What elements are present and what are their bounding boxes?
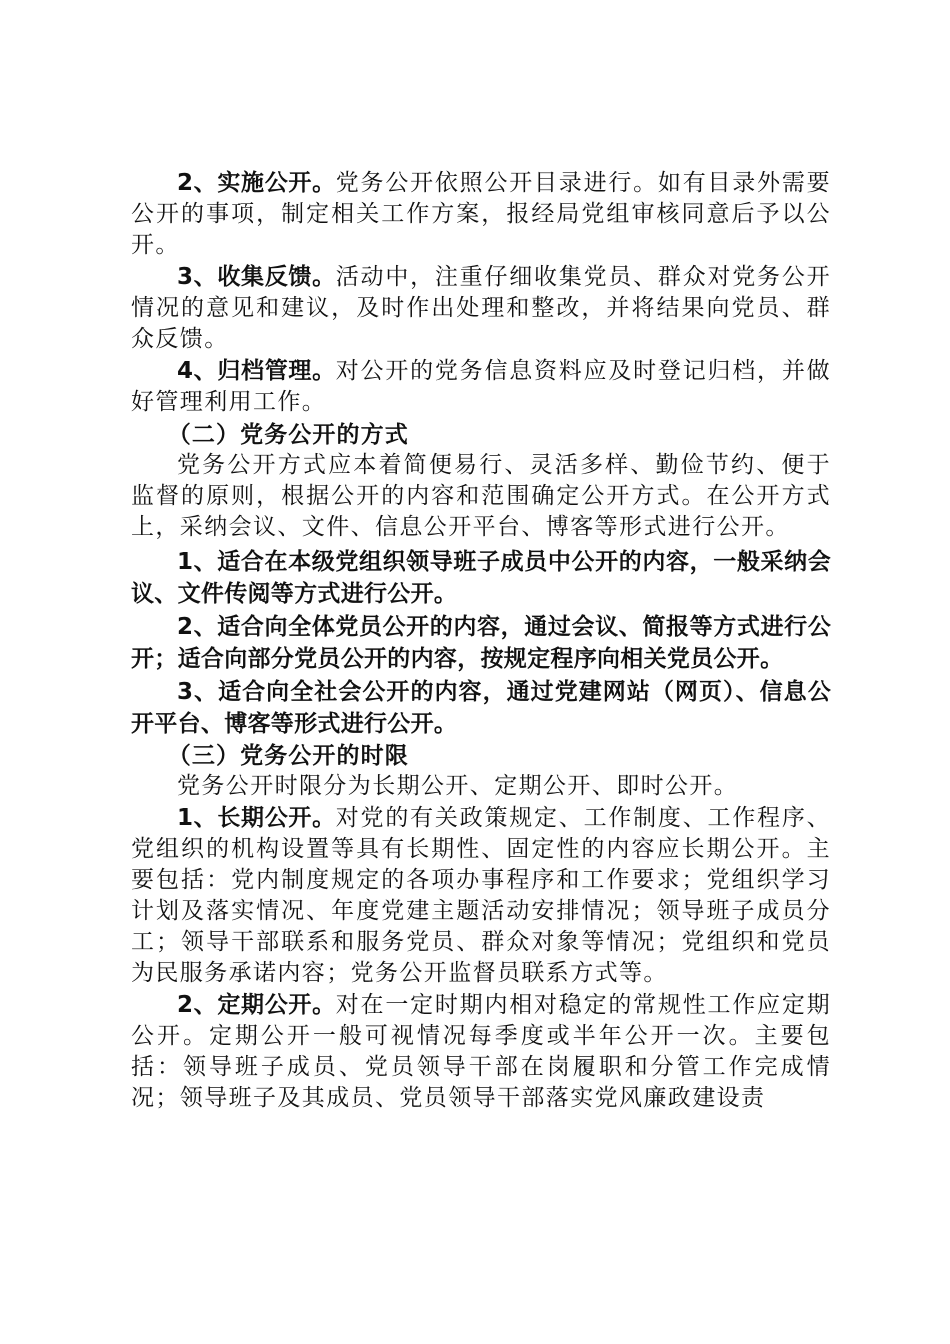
paragraph-periodic-disclosure xyxy=(131,990,831,1114)
section-heading-methods: （二）党务公开的方式 xyxy=(167,421,409,448)
paragraph-lead-bold: 4、归档管理。 xyxy=(177,358,336,384)
paragraph-implement-disclosure xyxy=(131,168,831,261)
document-page xyxy=(131,168,831,1114)
paragraph-time-limits-intro: 党务公开时限分为长期公开、定期公开、即时公开。 xyxy=(177,773,739,799)
paragraph-lead-bold: 3、收集反馈。 xyxy=(177,264,336,290)
section-heading-time-limits: （三）党务公开的时限 xyxy=(167,742,409,769)
paragraph-body-text: 党务公开依照公开目录进行。如有目录外需要公开的事项，制定相关工作方案，报经局党组审核同意后予以公开。 xyxy=(131,170,832,258)
paragraph-method-1: 1、适合在本级党组织领导班子成员中公开的内容，一般采纳会议、文件传阅等方式进行公开。 xyxy=(131,549,831,607)
paragraph-body-text: 对公开的党务信息资料应及时登记归档，并做好管理利用工作。 xyxy=(131,358,832,415)
paragraph-body-text: 活动中，注重仔细收集党员、群众对党务公开情况的意见和建议，及时作出处理和整改，并将结果向党员、群众反馈。 xyxy=(131,264,832,352)
paragraph-body-text: 对党的有关政策规定、工作制度、工作程序、党组织的机构设置等具有长期性、固定性的内容应长期公开。主要包括：党内制度规定的各项办事程序和工作要求；党组织学习计划及落实情况、年度党建主题活动安排情况；领导班子成员分工；领导干部联系和服务党员、群众对象等情况；党组织和党员为民服务承诺内容；党务公开监督员联系方式等。 xyxy=(131,805,832,986)
paragraph-long-term-disclosure xyxy=(131,803,831,989)
paragraph-lead-bold: 1、长期公开。 xyxy=(177,805,336,831)
paragraph-collect-feedback xyxy=(131,262,831,355)
paragraph-methods-intro: 党务公开方式应本着简便易行、灵活多样、勤俭节约、便于监督的原则，根据公开的内容和范围确定公开方式。在公开方式上，采纳会议、文件、信息公开平台、博客等形式进行公开。 xyxy=(131,452,831,540)
paragraph-method-2: 2、适合向全体党员公开的内容，通过会议、简报等方式进行公开；适合向部分党员公开的内容，按规定程序向相关党员公开。 xyxy=(131,614,831,672)
paragraph-lead-bold: 2、定期公开。 xyxy=(177,992,336,1018)
paragraph-archive-management xyxy=(131,356,831,418)
paragraph-lead-bold: 2、实施公开。 xyxy=(177,170,336,196)
paragraph-body-text: 对在一定时期内相对稳定的常规性工作应定期公开。定期公开一般可视情况每季度或半年公开一次。主要包括：领导班子成员、党员领导干部在岗履职和分管工作完成情况；领导班子及其成员、党员领导干部落实党风廉政建设责 xyxy=(131,992,832,1111)
paragraph-method-3: 3、适合向全社会公开的内容，通过党建网站（网页）、信息公开平台、博客等形式进行公开。 xyxy=(131,679,831,737)
